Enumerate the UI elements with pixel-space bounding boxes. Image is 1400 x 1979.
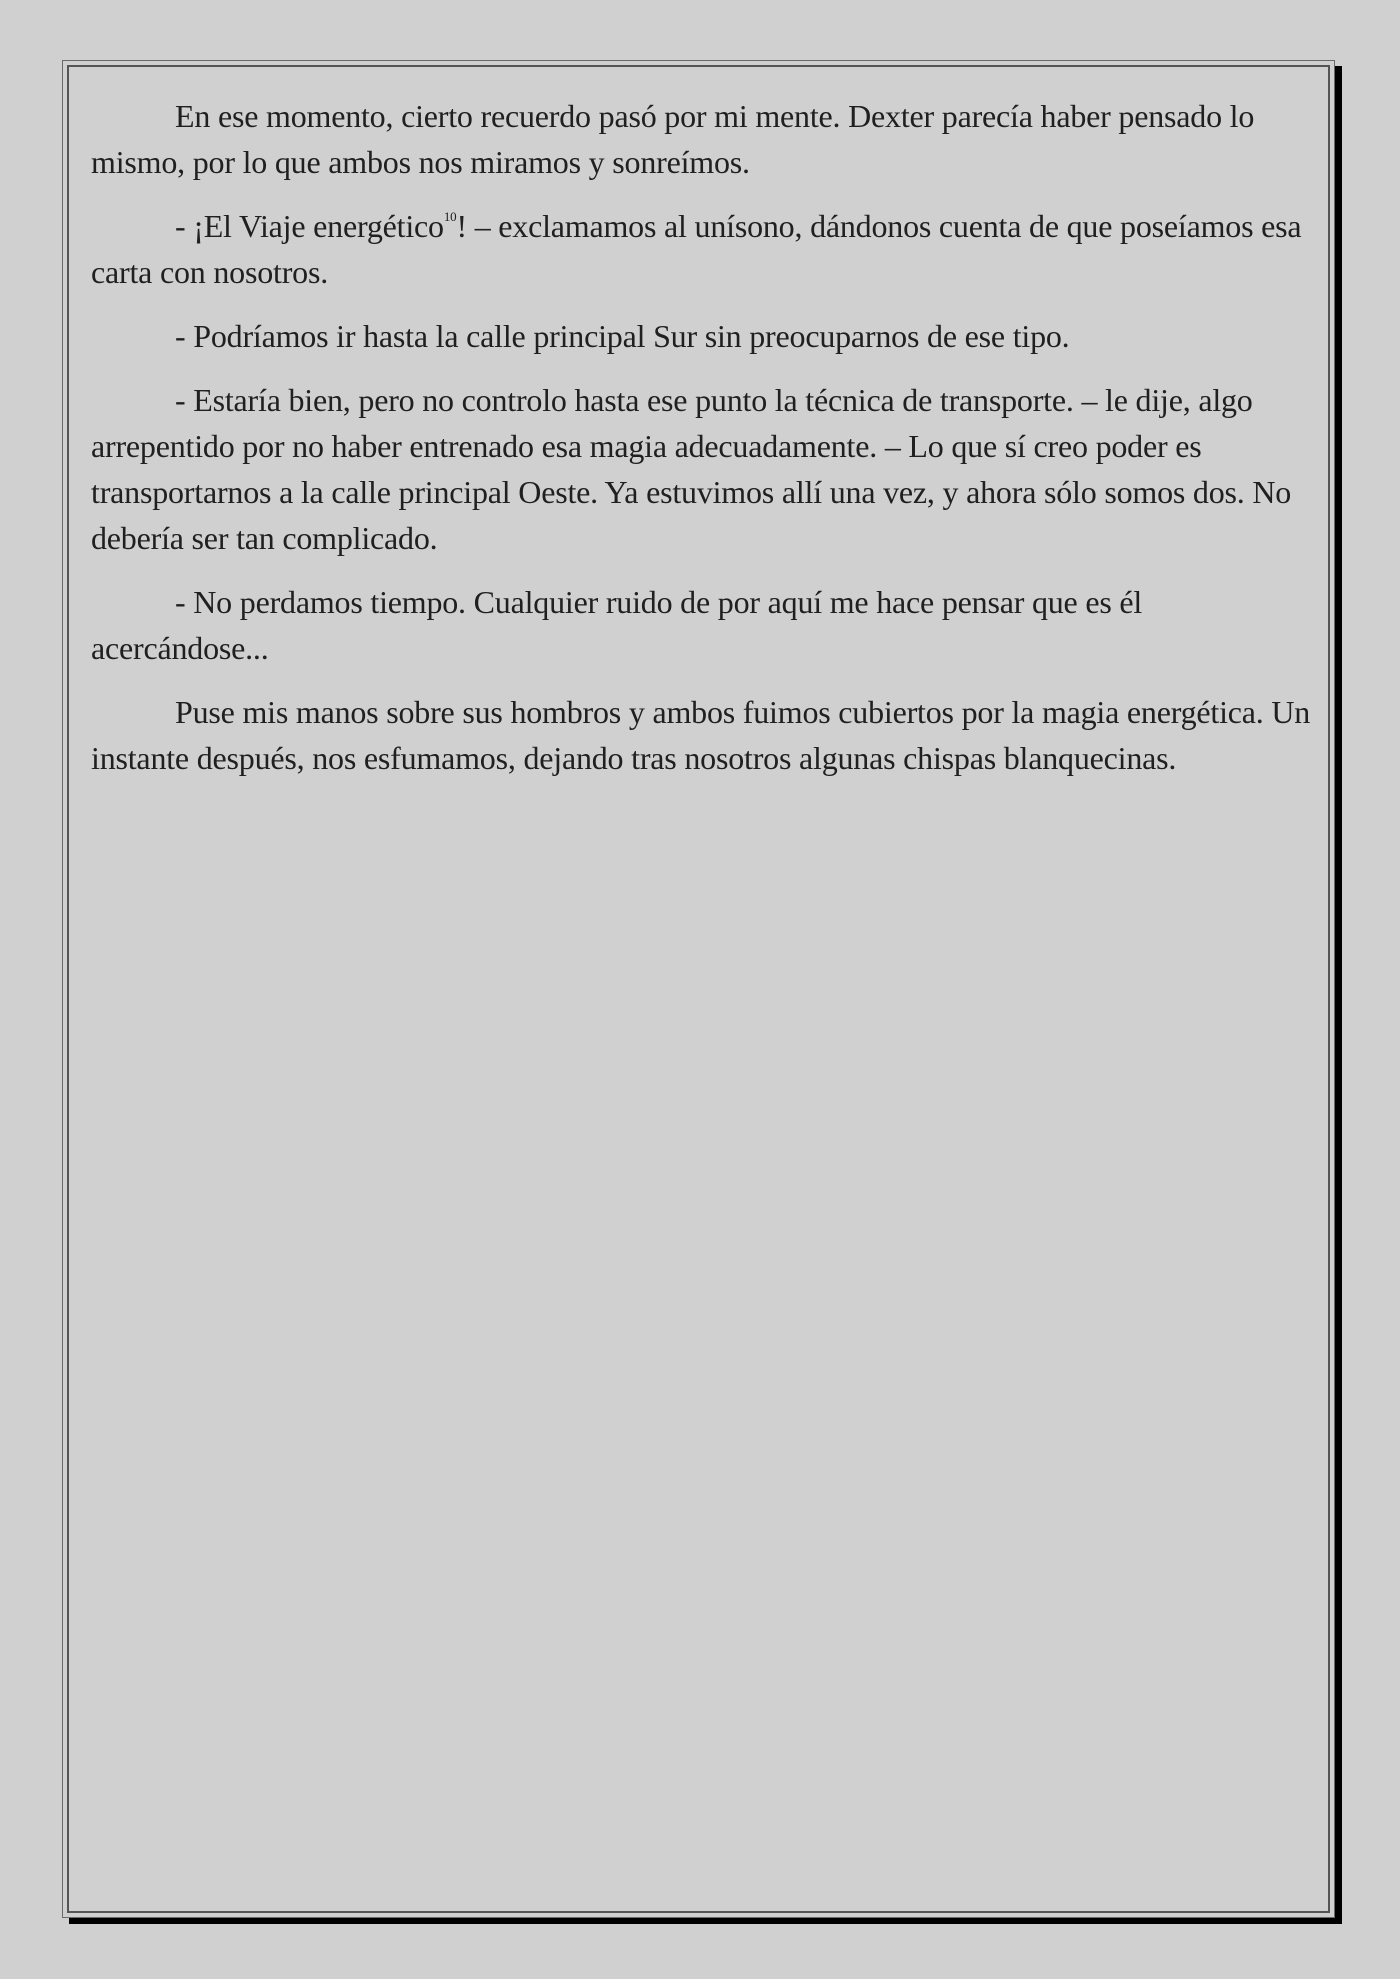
paragraph-2-text-before: - ¡El Viaje energético	[175, 208, 444, 244]
footnote-reference[interactable]: 10	[443, 209, 457, 224]
paragraph-6: Puse mis manos sobre sus hombros y ambos fuimos cubiertos por la magia energética. Un instante después, nos esfumamos, dejando tras nosotros algunas chispas blanquecinas.	[91, 694, 1311, 776]
paragraph-2	[91, 203, 1325, 295]
document-page	[62, 60, 1335, 1918]
paragraph-5: - No perdamos tiempo. Cualquier ruido de por aquí me hace pensar que es él acercándose...	[91, 584, 1143, 666]
paragraph-4: - Estaría bien, pero no controlo hasta ese punto la técnica de transporte. – le dije, algo arrepentido por no haber entrenado esa magia adecuadamente. – Lo que sí creo poder es transportarnos a la calle principal Oeste. Ya estuvimos allí una vez, y ahora sólo somos dos. No debería ser tan complicado.	[91, 382, 1292, 556]
paragraph-1: En ese momento, cierto recuerdo pasó por mi mente. Dexter parecía haber pensado lo mismo, por lo que ambos nos miramos y sonreímos.	[91, 98, 1255, 180]
page-frame	[67, 65, 1330, 1913]
paragraph-3: - Podríamos ir hasta la calle principal Sur sin preocuparnos de ese tipo.	[175, 318, 1070, 354]
body-text	[91, 93, 1325, 799]
paragraph-2-text-after: ! – exclamamos al unísono, dándonos cuenta de que poseíamos esa carta con nosotros.	[91, 208, 1302, 290]
